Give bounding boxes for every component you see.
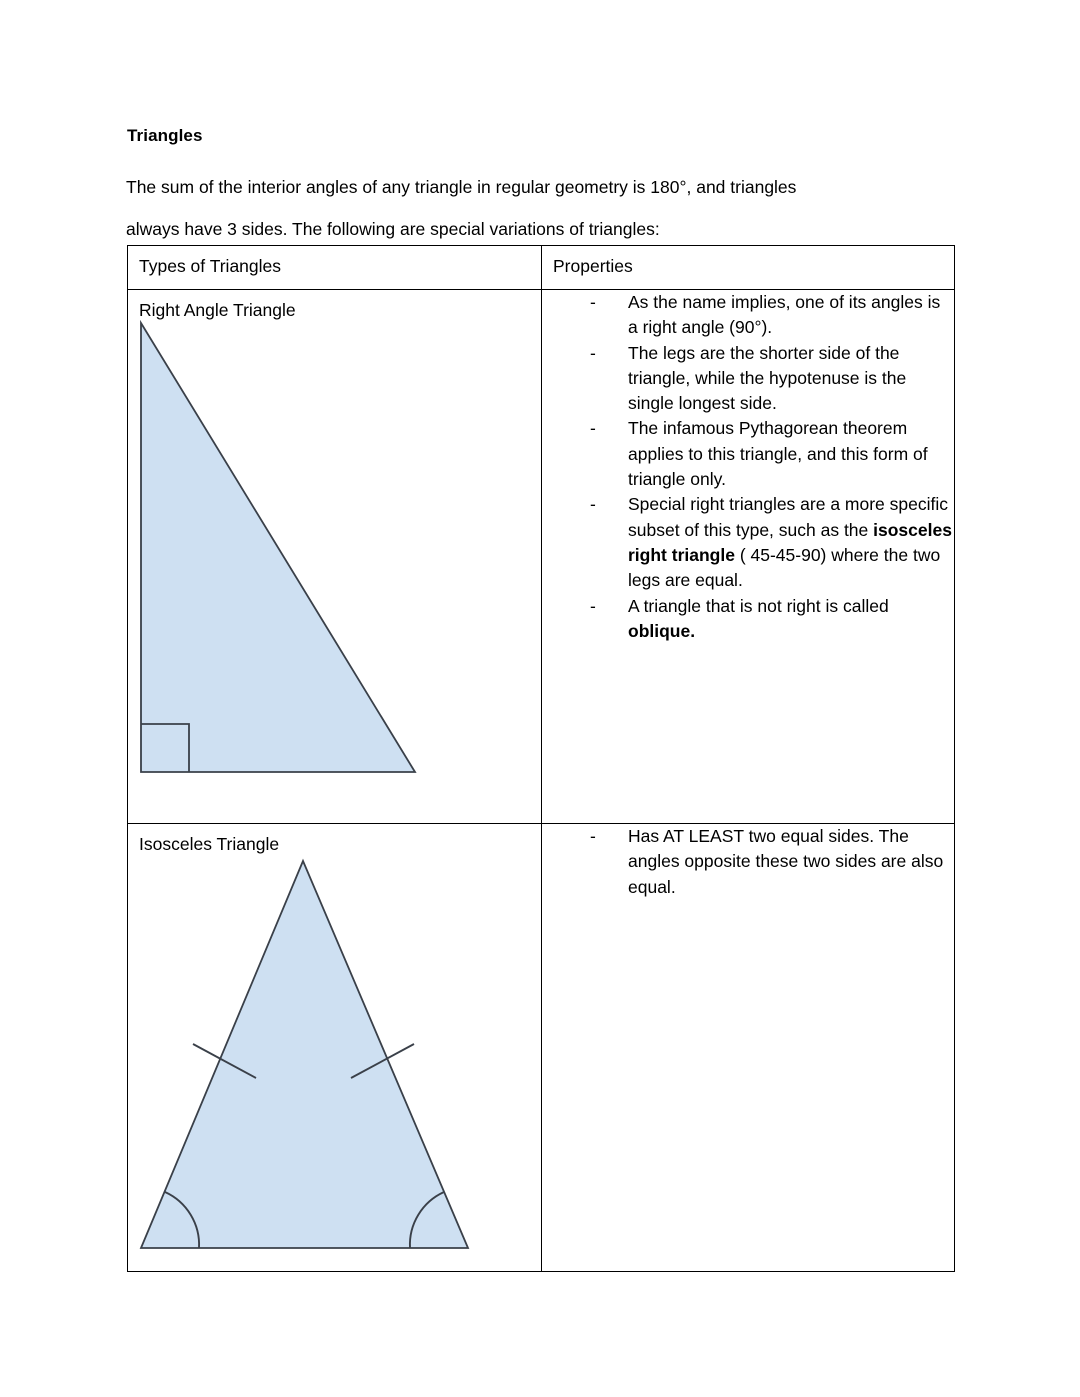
isosceles-triangle-svg [136,856,486,1256]
right-angle-triangle-cell [128,290,542,824]
bullet-dash-icon: - [590,595,596,616]
right-angle-triangle-label: Right Angle Triangle [139,300,296,320]
isosceles-triangle-cell [128,824,542,1272]
list-item-text-pre: Special right triangles are a more specific subset of this type, such as the [628,494,949,540]
list-item-text-pre: A triangle that is not right is called [628,595,889,616]
isosceles-triangle-shape [141,861,468,1248]
list-item-text-bold: oblique. [628,620,696,641]
triangle-types-table [127,245,955,1272]
bullet-dash-icon: - [590,292,596,312]
right-angle-properties-list [542,290,954,644]
bullet-dash-icon: - [590,826,596,846]
table-header-types [128,246,542,290]
bullet-dash-icon: - [590,418,596,439]
isosceles-triangle-figure [136,856,486,1256]
list-item-text: The legs are the shorter side of the triangle, while the hypotenuse is the single longest side. [628,342,907,414]
table-row [128,824,955,1272]
right-angle-triangle-shape [141,323,415,772]
right-angle-triangle-properties-cell [542,290,955,824]
table-header-types-label: Types of Triangles [139,256,282,276]
intro-paragraph [126,166,954,250]
list-item [542,290,954,341]
table-row [128,290,955,824]
bullet-dash-icon: - [590,494,596,515]
list-item [542,824,954,900]
table-header-properties [542,246,955,290]
list-item [542,341,954,417]
table-header-properties-label: Properties [553,256,633,276]
isosceles-triangle-label: Isosceles Triangle [139,834,280,854]
list-item-text: Has AT LEAST two equal sides. The angles opposite these two sides are also equal. [628,826,944,897]
isosceles-properties-list [542,824,954,900]
list-item-text-post: ( 45-45-90) where the two legs are equal. [628,544,941,591]
list-item-text: As the name implies, one of its angles is a right angle (90°). [628,292,941,338]
right-angle-triangle-svg [136,320,436,782]
page-title: Triangles [127,126,203,145]
list-item [542,416,954,492]
right-angle-triangle-figure [136,320,436,782]
list-item [542,492,954,593]
intro-line-2: always have 3 sides. The following are special variations of triangles: [126,219,660,239]
list-item [542,594,954,645]
intro-line-1: The sum of the interior angles of any triangle in regular geometry is 180°, and triangles [126,177,797,197]
list-item-text: The infamous Pythagorean theorem applies to this triangle, and this form of triangle only. [628,418,928,490]
isosceles-triangle-properties-cell [542,824,955,1272]
bullet-dash-icon: - [590,342,596,363]
list-item-text-bold: isosceles right triangle [628,519,952,565]
table-header-row [128,246,955,290]
